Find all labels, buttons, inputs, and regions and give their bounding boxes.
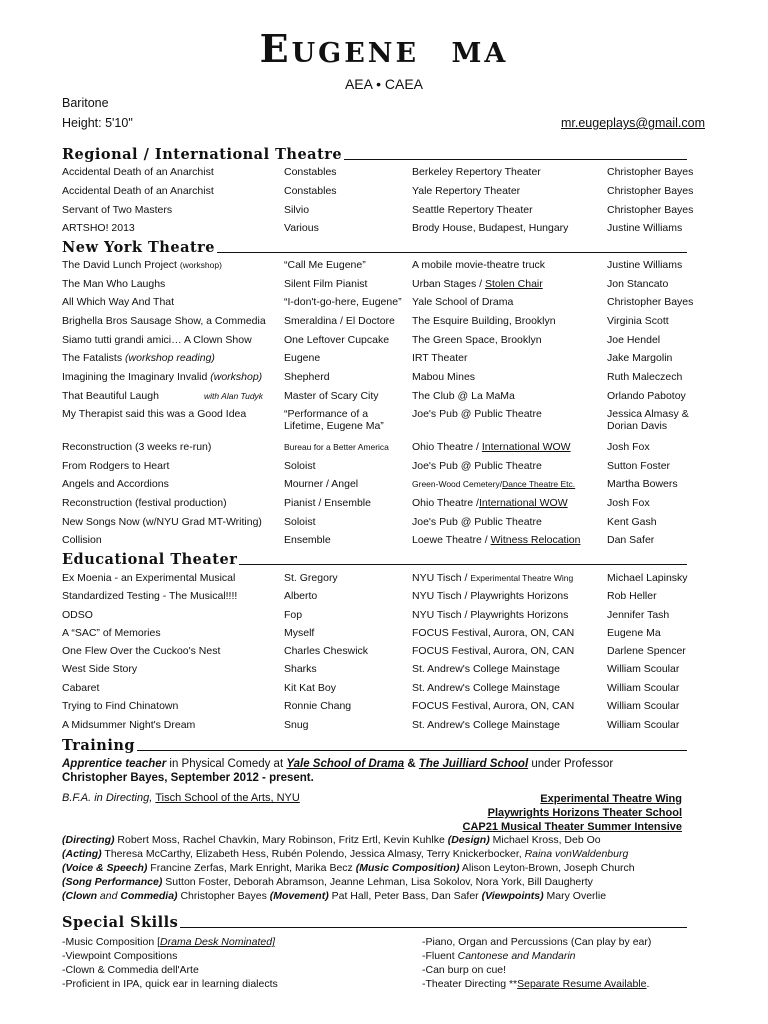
table-row: Ex Moenia - an Experimental Musical St. Gregory NYU Tisch / Experimental Theatre Wing Michael Lapinsky <box>62 572 688 584</box>
section-heading-educational: Educational Theater <box>62 551 687 567</box>
table-row: Reconstruction (festival production) Pianist / Ensemble Ohio Theatre /International WOW Josh Fox <box>62 497 650 509</box>
table-row: Brighella Bros Sausage Show, a Commedia Smeraldina / El Doctore The Esquire Building, Brooklyn Virginia Scott <box>62 315 669 327</box>
training-line-voice: (Voice & Speech) Francine Zerfas, Mark Enright, Marika Becz (Music Composition) Alison Leyton-Brown, Joseph Church <box>62 862 635 874</box>
table-row: The Man Who Laughs Silent Film Pianist Urban Stages / Stolen Chair Jon Stancato <box>62 278 669 290</box>
training-schools <box>463 792 682 834</box>
bfa-degree: B.F.A. in Directing, Tisch School of the Arts, NYU <box>62 792 300 804</box>
section-heading-skills: Special Skills <box>62 914 687 930</box>
section-heading-training: Training <box>62 737 687 753</box>
skill-viewpoints: -Viewpoint Compositions <box>62 950 178 962</box>
table-row: West Side Story Sharks St. Andrew's College Mainstage William Scoular <box>62 663 680 675</box>
skill-languages: -Fluent Cantonese and Mandarin <box>422 950 576 962</box>
table-row: Accidental Death of an Anarchist Constables Berkeley Repertory Theater Christopher Bayes <box>62 166 694 178</box>
school-cap21: CAP21 Musical Theater Summer Intensive <box>462 821 682 833</box>
skill-directing: -Theater Directing **Separate Resume Available. <box>422 978 650 990</box>
voice-type: Baritone <box>62 96 109 110</box>
table-row: A “SAC” of Memories Myself FOCUS Festival, Aurora, ON, CAN Eugene Ma <box>62 627 661 639</box>
table-row: A Midsummer Night's Dream Snug St. Andrew's College Mainstage William Scoular <box>62 719 680 731</box>
email-link[interactable]: mr.eugeplays@gmail.com <box>561 116 705 130</box>
table-row: One Flew Over the Cuckoo's Nest Charles Cheswick FOCUS Festival, Aurora, ON, CAN Darlene Spencer <box>62 645 686 657</box>
table-row: The David Lunch Project (workshop) “Call Me Eugene” A mobile movie-theatre truck Justine Williams <box>62 259 683 271</box>
training-line-clown: (Clown and Commedia) Christopher Bayes (Movement) Pat Hall, Peter Bass, Dan Safer (Viewpoints) Mary Overlie <box>62 890 607 902</box>
table-row: Trying to Find Chinatown Ronnie Chang FOCUS Festival, Aurora, ON, CAN William Scoular <box>62 700 680 712</box>
table-row: The Fatalists (workshop reading) Eugene IRT Theater Jake Margolin <box>62 352 673 364</box>
table-row: Reconstruction (3 weeks re-run) Bureau for a Better America Ohio Theatre / International WOW Josh Fox <box>62 441 650 453</box>
height: Height: 5'10" <box>62 116 133 130</box>
table-row: Siamo tutti grandi amici… A Clown Show One Leftover Cupcake The Green Space, Brooklyn Joe Hendel <box>62 334 661 346</box>
table-row: Cabaret Kit Kat Boy St. Andrew's College Mainstage William Scoular <box>62 682 680 694</box>
training-line-directing: (Directing) Robert Moss, Rachel Chavkin, Mary Robinson, Fritz Ertl, Kevin Kuhlke (Design) Michael Kross, Deb Oo <box>62 834 601 846</box>
table-row: Collision Ensemble Loewe Theatre / Witness Relocation Dan Safer <box>62 534 655 546</box>
skill-music-composition: -Music Composition [Drama Desk Nominated] <box>62 936 275 948</box>
school-etw: Experimental Theatre Wing <box>540 793 682 805</box>
section-heading-newyork: New York Theatre <box>62 239 687 255</box>
table-row: Standardized Testing - The Musical!!!! Alberto NYU Tisch / Playwrights Horizons Rob Heller <box>62 590 657 602</box>
skill-burp: -Can burp on cue! <box>422 964 507 976</box>
resume-name: EUGENE MA <box>259 26 509 71</box>
union-affiliations: AEA • CAEA <box>344 76 424 92</box>
training-line-song: (Song Performance) Sutton Foster, Deborah Abramson, Jeanne Lehman, Lisa Sokolov, Nora York, Bill Daugherty <box>62 876 593 888</box>
table-row: ARTSHO! 2013 Various Brody House, Budapest, Hungary Justine Williams <box>62 222 683 234</box>
table-row: New Songs Now (w/NYU Grad MT-Writing) Soloist Joe's Pub @ Public Theatre Kent Gash <box>62 516 657 528</box>
table-row: Accidental Death of an Anarchist Constables Yale Repertory Theater Christopher Bayes <box>62 185 694 197</box>
skill-piano: -Piano, Organ and Percussions (Can play by ear) <box>422 936 652 948</box>
apprentice-teacher: Apprentice teacher in Physical Comedy at Yale School of Drama & The Juilliard School under Professor Christopher Bayes, September 2012 - present. <box>62 758 614 784</box>
table-row: ODSO Fop NYU Tisch / Playwrights Horizons Jennifer Tash <box>62 609 670 621</box>
table-row: That Beautiful Laugh with Alan Tudyk Master of Scary City The Club @ La MaMa Orlando Pabotoy <box>62 390 686 402</box>
table-row: Imagining the Imaginary Invalid (workshop) Shepherd Mabou Mines Ruth Maleczech <box>62 371 683 383</box>
table-row: From Rodgers to Heart Soloist Joe's Pub @ Public Theatre Sutton Foster <box>62 460 671 472</box>
table-row: Angels and Accordions Mourner / Angel Green-Wood Cemetery/Dance Theatre Etc. Martha Bowers <box>62 478 678 490</box>
skill-clown: -Clown & Commedia dell'Arte <box>62 964 199 976</box>
section-heading-regional: Regional / International Theatre <box>62 146 687 162</box>
school-playwrights-horizons: Playwrights Horizons Theater School <box>487 807 682 819</box>
table-row: My Therapist said this was a Good Idea “Performance of a Lifetime, Eugene Ma” Joe's Pub @ Public Theatre Jessica Almasy & Dorian Davis <box>62 408 689 432</box>
skill-ipa: -Proficient in IPA, quick ear in learning dialects <box>62 978 278 990</box>
training-line-acting: (Acting) Theresa McCarthy, Elizabeth Hess, Rubén Polendo, Jessica Almasy, Terry Knickerbocker, Raina vonWaldenburg <box>62 848 629 860</box>
table-row: All Which Way And That “I-don't-go-here, Eugene” Yale School of Drama Christopher Bayes <box>62 296 694 308</box>
table-row: Servant of Two Masters Silvio Seattle Repertory Theater Christopher Bayes <box>62 204 694 216</box>
